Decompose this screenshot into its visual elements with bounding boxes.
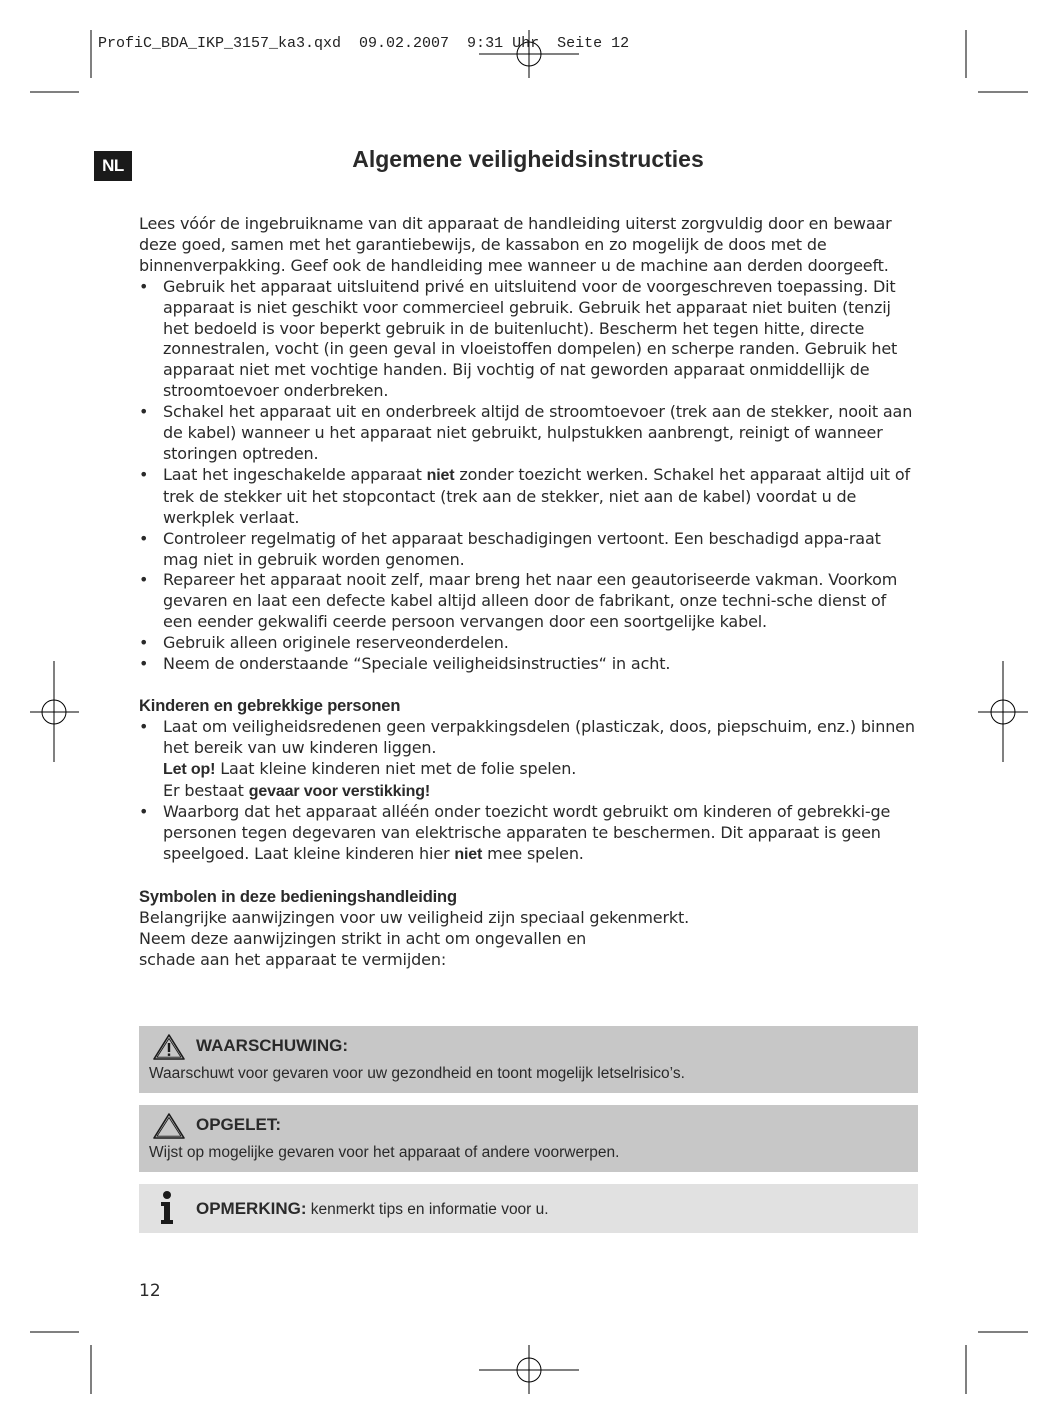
caution-triangle-icon xyxy=(152,1112,186,1145)
print-header: ProfiC_BDA_IKP_3157_ka3.qxd 09.02.2007 9:31 Uhr Seite 12 xyxy=(98,35,630,52)
registration-mark-bottom xyxy=(479,1345,579,1394)
symbols-line: Belangrijke aanwijzingen voor uw veiligheid zijn speciaal gekenmerkt. xyxy=(139,908,690,928)
list-item: • Controleer regelmatig of het apparaat beschadigingen vertoont. Een beschadigd appa-raat mag niet in gebruik worden genomen. xyxy=(139,529,919,571)
caution-text: Wijst op mogelijke gevaren voor het apparaat of andere voorwerpen. xyxy=(149,1144,620,1161)
safety-bullet-list xyxy=(139,277,919,675)
registration-mark-right xyxy=(978,661,1028,762)
warning-title: WAARSCHUWING: xyxy=(196,1036,349,1055)
note-title: OPMERKING: kenmerkt tips en informatie voor u. xyxy=(196,1199,549,1218)
warning-text: Waarschuwt voor gevaren voor uw gezondheid en toont mogelijk letselrisico’s. xyxy=(149,1065,685,1082)
warning-notice xyxy=(139,1026,918,1093)
info-i-icon xyxy=(157,1190,177,1231)
symbols-line: Neem deze aanwijzingen strikt in acht om ongevallen en xyxy=(139,929,587,948)
main-content xyxy=(139,214,919,971)
list-item: • Gebruik het apparaat uitsluitend privé en uitsluitend voor de voorgeschreven toepassing. Dit apparaat is niet geschikt voor commercieel gebruik. Gebruik het apparaat niet buiten (tenzij het bedoeld is voor beperkt gebruik in de buitenlucht). Bescherm het tegen hitte, directe zonnestralen, vocht (in geen geval in vloeistoffen dompelen) en scherpe randen. Gebruik het apparaat niet met vochtige handen. Bij vochtig of nat geworden apparaat onmiddellijk de stroomtoevoer onderbreken. xyxy=(139,277,919,402)
list-item: • Laat het ingeschakelde apparaat niet zonder toezicht werken. Schakel het apparaat altijd uit of trek de stekker uit het stopcontact (trek aan de stekker, niet aan de kabel) voordat u de werkplek verlaat. xyxy=(139,465,919,529)
registration-mark-left xyxy=(30,661,79,762)
language-tab: NL xyxy=(94,151,132,181)
caution-notice xyxy=(139,1105,918,1172)
children-section-heading: Kinderen en gebrekkige personen xyxy=(139,696,401,715)
children-bullet-list xyxy=(139,717,919,866)
list-item: • Repareer het apparaat nooit zelf, maar breng het naar een geautoriseerde vakman. Voorkom gevaren en laat een defecte kabel altijd alleen door de fabrikant, onze techni-sche dienst of een eender gekwalifi ceerde persoon vervangen door een soortgelijke kabel. xyxy=(139,570,919,633)
list-item: • Waarborg dat het apparaat alléén onder toezicht wordt gebruikt om kinderen of gebrekki-ge personen tegen degevaren van elektrische apparaten te beschermen. Dit apparaat is geen speelgoed. Laat kleine kinderen hier niet mee spelen. xyxy=(139,802,919,866)
list-item: • Gebruik alleen originele reserveonderdelen. xyxy=(139,633,919,654)
symbols-section-heading: Symbolen in deze bedieningshandleiding xyxy=(139,888,457,907)
symbols-line: schade aan het apparaat te vermijden: xyxy=(139,949,447,969)
list-item: • Neem de onderstaande “Speciale veiligheidsinstructies“ in acht. xyxy=(139,654,919,675)
page-number: 12 xyxy=(139,1281,161,1301)
note-notice xyxy=(139,1184,918,1233)
page-title: Algemene veiligheidsinstructies xyxy=(352,146,704,172)
list-item: • Schakel het apparaat uit en onderbreek altijd de stroomtoevoer (trek aan de stekker, nooit aan de kabel) wanneer u het apparaat niet gebruikt, hulpstukken aanbrengt, reinigt of wanneer storingen optreden. xyxy=(139,402,919,465)
warning-triangle-exclamation-icon xyxy=(152,1033,186,1066)
intro-paragraph: Lees vóór de ingebruikname van dit apparaat de handleiding uiterst zorgvuldig door en bewaar deze goed, samen met het garantiebewijs, de kassabon en zo mogelijk de doos met de binnenverpakking. Geef ook de handleiding mee wanneer u de machine aan derden doorgeeft. xyxy=(139,214,892,275)
list-item: • Laat om veiligheidsredenen geen verpakkingsdelen (plasticzak, doos, piepschuim, enz.) binnen het bereik van uw kinderen liggen. Let op! Laat kleine kinderen niet met de folie spelen. Er bestaat gevaar voor verstikking! xyxy=(139,717,919,803)
caution-title: OPGELET: xyxy=(196,1115,282,1134)
